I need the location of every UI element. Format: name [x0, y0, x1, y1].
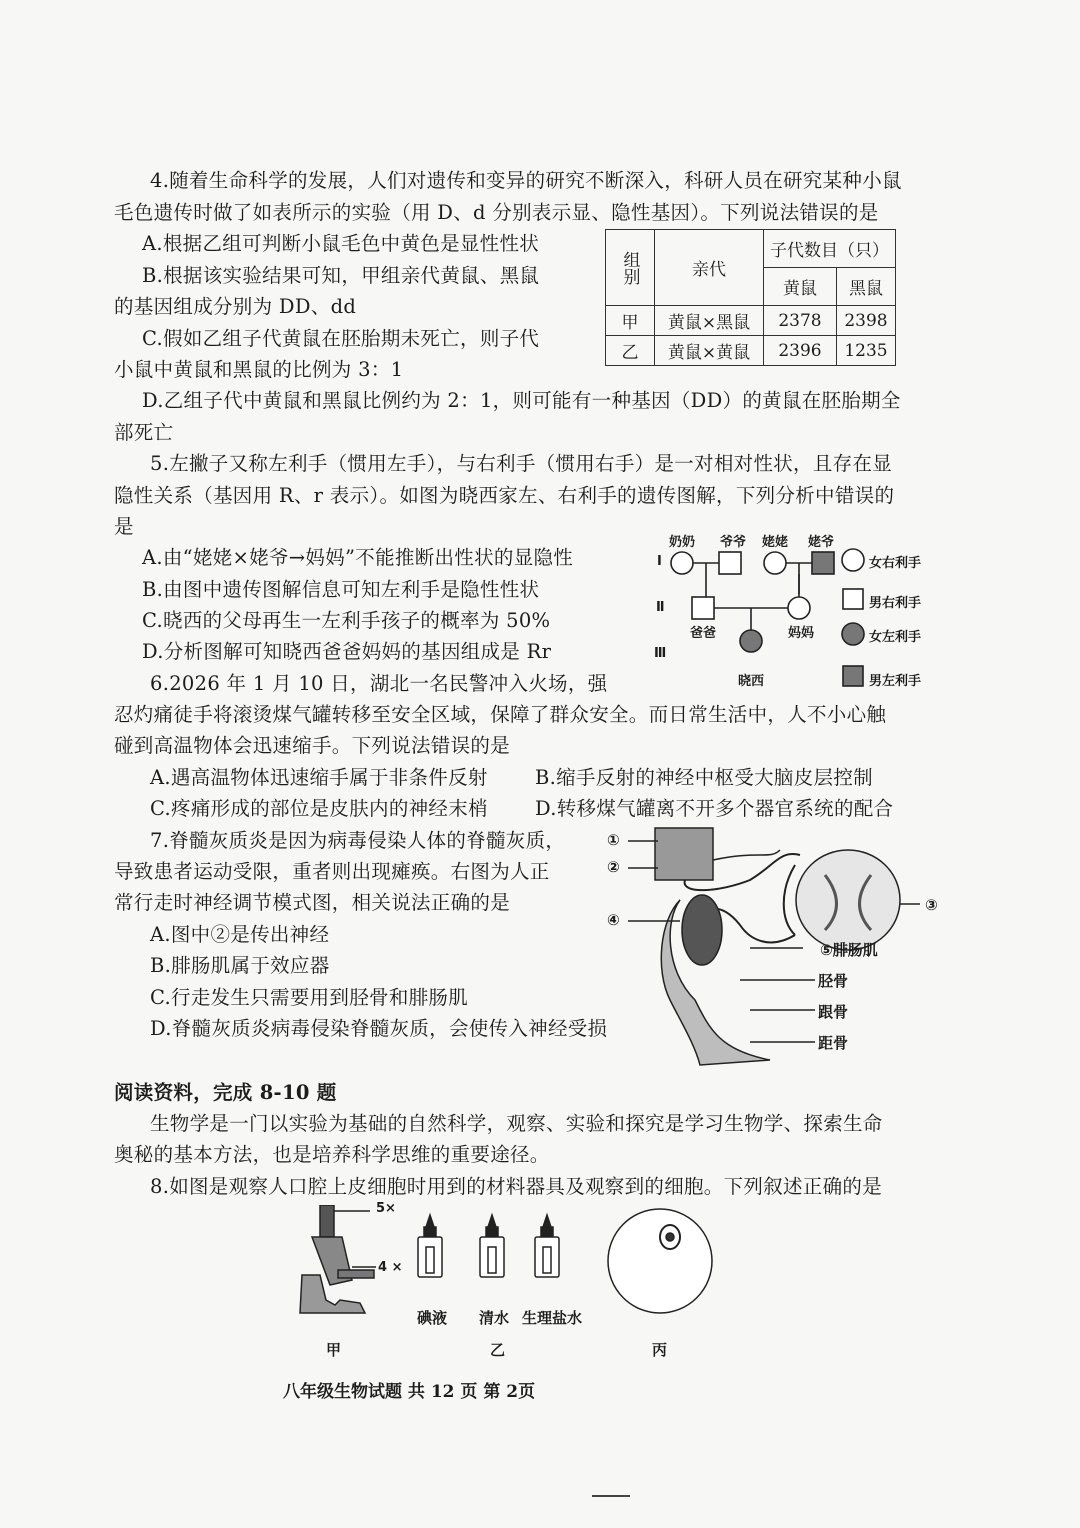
nerve-regulation-diagram	[600, 820, 940, 1070]
table-header-offspring: 子代数目（只）	[764, 230, 896, 268]
figure-bing-label: 丙	[652, 1341, 668, 1359]
nainai-symbol	[671, 552, 693, 574]
q4-stem-line-1: 4.随着生命科学的发展，人们对遗传和变异的研究不断深入，科研人员在研究某种小鼠	[150, 169, 902, 192]
label-nainai: 奶奶	[669, 535, 696, 550]
figure-yi-label: 乙	[490, 1341, 506, 1359]
q4-stem-line-2: 毛色遗传时做了如表所示的实验（用 D、d 分别表示显、隐性基因）。下列说法错误的是	[114, 201, 879, 224]
label-mama: 妈妈	[788, 626, 815, 641]
generation-1: Ⅰ	[657, 554, 662, 569]
microscope-stage-icon	[338, 1270, 374, 1278]
legend-female-left-symbol	[842, 623, 864, 645]
q4-option-a: A.根据乙组可判断小鼠毛色中黄色是显性性状	[142, 232, 540, 255]
reading-para-line-2: 奥秘的基本方法，也是培养科学思维的重要途径。	[114, 1143, 550, 1166]
fig-label-tibia: 胫骨	[818, 972, 849, 990]
label-laolao: 姥姥	[762, 535, 789, 550]
xiaoxi-symbol	[740, 630, 762, 652]
table-cell-group: 乙	[606, 336, 655, 366]
q4-option-b-line-2: 的基因组成分别为 DD、dd	[114, 295, 357, 318]
table-cell-yellow: 2378	[764, 306, 837, 336]
table-row	[606, 336, 896, 366]
generation-2: Ⅱ	[656, 600, 665, 615]
q5-option-c: C.晓西的父母再生一左利手孩子的概率为 50%	[142, 609, 551, 632]
yeye-symbol	[719, 552, 741, 574]
q7-stem-line-3: 常行走时神经调节模式图，相关说法正确的是	[114, 891, 511, 914]
q5-option-a: A.由“姥姥×姥爷→妈妈”不能推断出性状的显隐性	[142, 546, 574, 569]
water-label: 清水	[479, 1309, 510, 1327]
legend-female-left: 女左利手	[869, 630, 922, 645]
mama-symbol	[788, 597, 810, 619]
microscope-field-of-view	[608, 1209, 712, 1313]
generation-3: Ⅲ	[654, 646, 667, 661]
legend-female-right: 女右利手	[869, 556, 922, 571]
figure-jia-label: 甲	[326, 1341, 342, 1359]
baba-symbol	[692, 597, 714, 619]
q7-stem-line-2: 导致患者运动受限，重者则出现瘫痪。右图为人正	[114, 860, 550, 883]
q6-option-b: B.缩手反射的神经中枢受大脑皮层控制	[535, 766, 873, 789]
objective-label: 4 ×	[378, 1260, 403, 1275]
table-cell-parent: 黄鼠×黄鼠	[655, 336, 764, 366]
bottom-mark	[592, 1495, 630, 1497]
legend-female-right-symbol	[842, 549, 864, 571]
q7-option-b: B.腓肠肌属于效应器	[150, 954, 330, 977]
fig-label-5: ⑤腓肠肌	[820, 941, 878, 959]
fig-label-2: ②	[607, 858, 620, 876]
q4-option-d-line-2: 部死亡	[114, 421, 174, 444]
label-baba: 爸爸	[690, 626, 717, 641]
q6-stem-line-2: 忍灼痛徒手将滚烫煤气罐转移至安全区域，保障了群众安全。而日常生活中，人不小心触	[114, 703, 887, 726]
fig-label-3: ③	[925, 896, 938, 914]
iodine-label: 碘液	[417, 1309, 448, 1327]
table-cell-parent: 黄鼠×黑鼠	[655, 306, 764, 336]
legend-male-left: 男左利手	[869, 674, 922, 689]
label-yeye: 爷爷	[720, 535, 747, 550]
q8-figure	[290, 1205, 730, 1345]
fig-label-talus: 距骨	[818, 1034, 849, 1052]
eyepiece-label: 5×	[376, 1201, 396, 1216]
calf-muscle-image	[682, 895, 722, 965]
reading-para-line-1: 生物学是一门以实验为基础的自然科学，观察、实验和探究是学习生物学、探索生命	[150, 1112, 883, 1135]
table-cell-black: 1235	[837, 336, 896, 366]
q5-stem-line-1: 5.左撇子又称左利手（惯用左手），与右利手（惯用右手）是一对相对性状，且存在显	[150, 452, 893, 475]
label-laoye: 姥爷	[808, 535, 835, 550]
fig-label-4: ④	[607, 911, 620, 929]
page-footer: 八年级生物试题 共 12 页 第 2页	[283, 1382, 536, 1402]
fig-label-1: ①	[607, 831, 620, 849]
q7-option-d: D.脊髓灰质炎病毒侵染脊髓灰质，会使传入神经受损	[150, 1017, 608, 1040]
q6-option-c: C.疼痛形成的部位是皮肤内的神经末梢	[150, 797, 488, 820]
laolao-symbol	[764, 552, 786, 574]
table-cell-black: 2398	[837, 306, 896, 336]
legend-male-left-symbol	[843, 666, 863, 686]
eyepiece-icon	[320, 1205, 334, 1237]
q5-stem-line-2: 隐性关系（基因用 R、r 表示）。如图为晓西家左、右利手的遗传图解，下列分析中错误的	[114, 484, 895, 507]
table-header-yellow: 黄鼠	[764, 268, 837, 306]
legend-male-right-symbol	[843, 589, 863, 609]
q4-option-b-line-1: B.根据该实验结果可知，甲组亲代黄鼠、黑鼠	[142, 264, 540, 287]
legend-male-right: 男右利手	[869, 596, 922, 611]
saline-label: 生理盐水	[522, 1309, 583, 1327]
q6-stem-line-3: 碰到高温物体会迅速缩手。下列说法错误的是	[114, 734, 511, 757]
q4-option-d-line-1: D.乙组子代中黄鼠和黑鼠比例约为 2：1，则可能有一种基因（DD）的黄鼠在胚胎期全	[142, 389, 901, 412]
table-cell-group: 甲	[606, 306, 655, 336]
q5-stem-line-3: 是	[114, 515, 134, 538]
mouse-data-table	[605, 229, 896, 366]
brain-tissue-image	[655, 828, 713, 880]
q4-option-c-line-1: C.假如乙组子代黄鼠在胚胎期未死亡，则子代	[142, 327, 540, 350]
reading-title: 阅读资料，完成 8-10 题	[114, 1081, 337, 1104]
q6-option-a: A.遇高温物体迅速缩手属于非条件反射	[150, 766, 488, 789]
q6-option-d: D.转移煤气罐离不开多个器官系统的配合	[535, 797, 894, 820]
table-cell-yellow: 2396	[764, 336, 837, 366]
q7-option-c: C.行走发生只需要用到胫骨和腓肠肌	[150, 986, 469, 1009]
table-header-black: 黑鼠	[837, 268, 896, 306]
spinal-cord-icon	[796, 850, 900, 950]
fig-label-heel: 跟骨	[818, 1003, 849, 1021]
q7-stem-line-1: 7.脊髓灰质炎是因为病毒侵染人体的脊髓灰质，	[150, 829, 566, 852]
q6-stem-line-1: 6.2026 年 1 月 10 日，湖北一名民警冲入火场，强	[150, 672, 608, 695]
table-row	[606, 306, 896, 336]
table-header-group: 组别	[606, 230, 655, 306]
table-header-parent: 亲代	[655, 230, 764, 306]
q4-option-c-line-2: 小鼠中黄鼠和黑鼠的比例为 3：1	[114, 358, 404, 381]
q8-stem: 8.如图是观察人口腔上皮细胞时用到的材料器具及观察到的细胞。下列叙述正确的是	[150, 1175, 883, 1198]
q7-option-a: A.图中②是传出神经	[150, 923, 330, 946]
q5-option-b: B.由图中遗传图解信息可知左利手是隐性性状	[142, 578, 540, 601]
q5-option-d: D.分析图解可知晓西爸爸妈妈的基因组成是 Rr	[142, 640, 552, 663]
laoye-symbol	[812, 552, 834, 574]
label-xiaoxi: 晓西	[738, 674, 765, 689]
